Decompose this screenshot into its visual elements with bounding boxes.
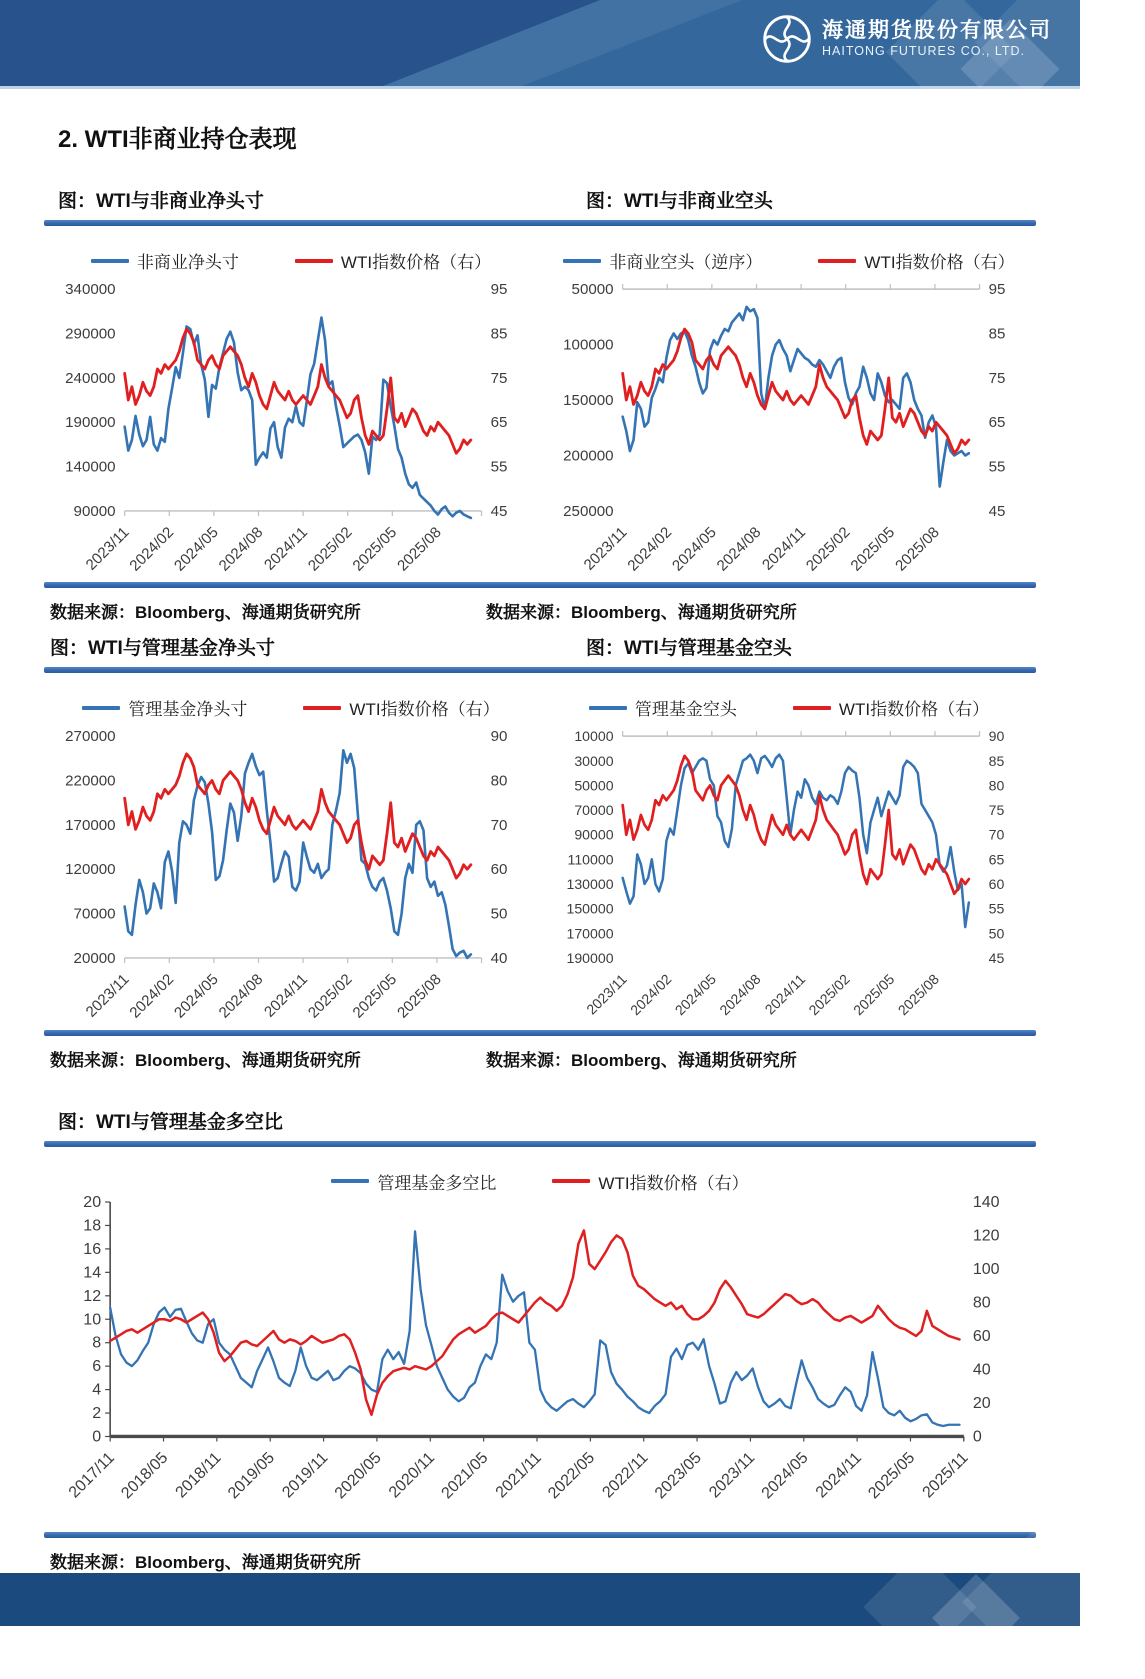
svg-text:50000: 50000 <box>574 777 614 794</box>
svg-text:2024/11: 2024/11 <box>261 523 311 574</box>
chart-shorts-noncommercial <box>542 226 1036 575</box>
svg-text:2025/08: 2025/08 <box>894 971 943 1019</box>
svg-text:2022/05: 2022/05 <box>544 1448 599 1503</box>
sources-row-3 <box>50 1548 1036 1573</box>
svg-text:2025/05: 2025/05 <box>349 971 401 1022</box>
svg-text:2024/11: 2024/11 <box>761 971 809 1018</box>
svg-text:2021/11: 2021/11 <box>492 1448 545 1502</box>
svg-text:2: 2 <box>92 1403 102 1422</box>
haitong-logo-icon <box>762 14 812 64</box>
svg-text:10000: 10000 <box>574 728 614 745</box>
data-source: 数据来源：Bloomberg、海通期货研究所 <box>50 1552 361 1572</box>
svg-text:70000: 70000 <box>73 906 116 924</box>
svg-text:110000: 110000 <box>567 851 614 868</box>
chart1-title: 图：WTI与非商业净头寸 <box>58 191 264 212</box>
svg-text:2017/11: 2017/11 <box>65 1448 118 1502</box>
svg-text:190000: 190000 <box>65 414 116 432</box>
charts-row-1 <box>44 226 1036 575</box>
chart5-canvas <box>44 1194 1036 1525</box>
legend-label: WTI指数价格（右） <box>340 253 492 272</box>
svg-text:75: 75 <box>988 369 1006 387</box>
svg-text:200000: 200000 <box>563 447 614 465</box>
svg-text:14: 14 <box>83 1263 102 1282</box>
legend-item <box>818 248 1014 273</box>
svg-text:90000: 90000 <box>574 827 614 844</box>
svg-text:2020/05: 2020/05 <box>331 1448 385 1503</box>
svg-text:240000: 240000 <box>65 369 116 387</box>
legend-item <box>295 248 491 273</box>
svg-text:130000: 130000 <box>566 876 614 893</box>
svg-text:30000: 30000 <box>574 753 614 770</box>
sources-row-2 <box>50 1046 1036 1071</box>
svg-text:50: 50 <box>988 925 1005 942</box>
charts-row-2 <box>44 673 1036 1022</box>
svg-text:250000: 250000 <box>563 502 614 520</box>
svg-text:290000: 290000 <box>65 325 116 343</box>
svg-text:16: 16 <box>83 1239 102 1258</box>
legend-label: WTI指数价格（右） <box>838 700 990 720</box>
svg-text:10: 10 <box>83 1310 102 1329</box>
legend-item <box>331 1169 496 1194</box>
svg-text:90000: 90000 <box>73 502 116 520</box>
svg-text:2024/05: 2024/05 <box>757 1448 812 1503</box>
svg-text:0: 0 <box>92 1427 102 1446</box>
legend-item <box>563 248 762 273</box>
svg-text:2023/11: 2023/11 <box>580 523 631 574</box>
svg-text:60: 60 <box>490 861 508 879</box>
svg-text:140000: 140000 <box>65 458 116 476</box>
data-source: 数据来源：Bloomberg、海通期货研究所 <box>50 603 361 623</box>
page-footer <box>0 1573 1080 1626</box>
sources-row-1 <box>50 598 1036 623</box>
svg-text:80: 80 <box>972 1293 991 1312</box>
divider-rule <box>44 1532 1036 1538</box>
svg-text:2025/02: 2025/02 <box>805 971 853 1019</box>
svg-text:2024/11: 2024/11 <box>261 971 311 1022</box>
legend-item <box>793 695 989 720</box>
chart3-title: 图：WTI与管理基金净头寸 <box>50 638 275 660</box>
svg-text:20: 20 <box>83 1192 102 1211</box>
svg-text:95: 95 <box>490 281 508 299</box>
svg-text:80: 80 <box>490 772 508 790</box>
svg-text:2024/02: 2024/02 <box>126 523 178 575</box>
chart5-title: 图：WTI与管理基金多空比 <box>58 1111 283 1133</box>
svg-text:2024/11: 2024/11 <box>812 1448 865 1502</box>
svg-text:190000: 190000 <box>566 950 614 967</box>
legend-item <box>589 695 737 720</box>
svg-text:70: 70 <box>988 827 1005 844</box>
legend-line-blue-icon <box>82 706 120 710</box>
chart-titles-row-1 <box>44 186 1036 213</box>
svg-text:2025/08: 2025/08 <box>394 523 445 575</box>
chart3-legend <box>44 695 538 720</box>
svg-text:2025/05: 2025/05 <box>850 971 898 1019</box>
svg-text:2025/02: 2025/02 <box>304 523 356 575</box>
svg-text:4: 4 <box>92 1380 102 1399</box>
svg-text:2025/08: 2025/08 <box>892 523 943 575</box>
legend-line-red-icon <box>303 706 341 710</box>
svg-text:2024/05: 2024/05 <box>171 971 222 1022</box>
legend-label: WTI指数价格（右） <box>598 1173 749 1193</box>
divider-rule <box>44 582 1036 588</box>
svg-text:55: 55 <box>988 901 1005 918</box>
svg-text:2025/02: 2025/02 <box>304 971 356 1022</box>
legend-line-red-icon <box>552 1179 590 1183</box>
svg-text:80: 80 <box>988 777 1005 794</box>
svg-text:90: 90 <box>988 728 1005 745</box>
chart-long-short-ratio <box>44 1147 1036 1525</box>
svg-text:45: 45 <box>988 502 1006 520</box>
svg-text:18: 18 <box>83 1216 102 1235</box>
legend-item <box>82 695 247 720</box>
legend-item <box>303 695 499 720</box>
svg-text:2024/05: 2024/05 <box>669 523 720 575</box>
company-name-en: HAITONG FUTURES CO., LTD. <box>822 43 1026 58</box>
chart2-canvas <box>542 273 1036 575</box>
svg-text:55: 55 <box>988 458 1006 476</box>
svg-text:2024/02: 2024/02 <box>627 971 675 1019</box>
legend-label: 管理基金空头 <box>634 700 737 720</box>
svg-text:2020/11: 2020/11 <box>385 1448 439 1502</box>
svg-text:75: 75 <box>988 802 1005 819</box>
svg-text:40: 40 <box>490 950 508 968</box>
svg-text:65: 65 <box>988 851 1005 868</box>
legend-label: WTI指数价格（右） <box>864 253 1015 272</box>
svg-text:85: 85 <box>490 325 508 343</box>
svg-text:45: 45 <box>988 950 1005 967</box>
svg-text:2025/05: 2025/05 <box>349 523 401 575</box>
svg-text:75: 75 <box>490 369 508 387</box>
svg-text:2024/08: 2024/08 <box>713 523 765 575</box>
svg-text:60: 60 <box>988 876 1005 893</box>
svg-text:55: 55 <box>490 458 508 476</box>
chart4-canvas <box>542 720 1036 1022</box>
brand <box>762 14 1052 64</box>
svg-text:120: 120 <box>972 1226 1000 1245</box>
svg-text:170000: 170000 <box>65 817 116 835</box>
legend-label: 管理基金净头寸 <box>128 700 248 720</box>
chart3-canvas <box>44 720 538 1022</box>
svg-text:2024/08: 2024/08 <box>215 523 267 575</box>
chart1-canvas <box>44 273 538 575</box>
svg-text:85: 85 <box>988 753 1005 770</box>
svg-text:90: 90 <box>490 728 508 746</box>
svg-text:2024/11: 2024/11 <box>759 523 809 574</box>
legend-label: WTI指数价格（右） <box>349 700 500 720</box>
svg-text:2019/05: 2019/05 <box>224 1448 279 1503</box>
legend-line-blue-icon <box>91 259 129 263</box>
svg-text:140: 140 <box>972 1192 1000 1211</box>
svg-text:2023/11: 2023/11 <box>705 1448 759 1502</box>
svg-text:70000: 70000 <box>574 802 614 819</box>
svg-text:2025/02: 2025/02 <box>802 523 854 575</box>
svg-text:2023/11: 2023/11 <box>583 971 630 1018</box>
svg-text:8: 8 <box>92 1333 102 1352</box>
svg-text:2024/05: 2024/05 <box>171 523 222 575</box>
svg-text:50: 50 <box>490 906 508 924</box>
svg-text:2022/11: 2022/11 <box>598 1448 652 1502</box>
chart-net-managed-money <box>44 673 538 1022</box>
legend-item <box>91 248 239 273</box>
svg-text:100000: 100000 <box>563 336 614 354</box>
legend-line-red-icon <box>295 259 333 263</box>
svg-text:2025/08: 2025/08 <box>394 971 445 1022</box>
svg-text:270000: 270000 <box>65 728 116 746</box>
chart4-title: 图：WTI与管理基金空头 <box>586 638 792 660</box>
svg-text:20000: 20000 <box>73 950 116 968</box>
data-source: 数据来源：Bloomberg、海通期货研究所 <box>486 603 797 623</box>
chart-net-noncommercial <box>44 226 538 575</box>
data-source: 数据来源：Bloomberg、海通期货研究所 <box>486 1050 797 1070</box>
svg-text:2018/05: 2018/05 <box>117 1448 172 1503</box>
svg-text:85: 85 <box>988 325 1006 343</box>
legend-line-blue-icon <box>331 1179 369 1183</box>
chart2-legend <box>542 248 1036 273</box>
svg-text:2023/11: 2023/11 <box>82 523 133 574</box>
svg-text:0: 0 <box>972 1427 982 1446</box>
svg-text:6: 6 <box>92 1357 102 1376</box>
company-name-cn: 海通期货股份有限公司 <box>822 19 1052 43</box>
svg-text:2023/05: 2023/05 <box>651 1448 705 1503</box>
chart5-legend <box>44 1169 1036 1194</box>
svg-text:2023/11: 2023/11 <box>82 971 133 1022</box>
legend-label: 非商业空头（逆序） <box>609 253 763 272</box>
svg-text:40: 40 <box>972 1360 991 1379</box>
legend-line-blue-icon <box>563 259 601 263</box>
svg-text:20: 20 <box>972 1393 991 1412</box>
legend-line-red-icon <box>793 706 831 710</box>
chart2-title: 图：WTI与非商业空头 <box>586 191 773 212</box>
svg-text:2024/08: 2024/08 <box>215 971 267 1022</box>
svg-text:2024/08: 2024/08 <box>716 971 764 1019</box>
legend-item <box>552 1169 748 1194</box>
svg-text:150000: 150000 <box>563 392 614 410</box>
legend-line-red-icon <box>818 259 856 263</box>
svg-text:150000: 150000 <box>566 901 614 918</box>
svg-text:2024/02: 2024/02 <box>624 523 676 575</box>
svg-text:220000: 220000 <box>65 772 116 790</box>
svg-text:70: 70 <box>490 817 508 835</box>
divider-rule <box>44 1030 1036 1036</box>
svg-text:2018/11: 2018/11 <box>171 1448 225 1502</box>
svg-text:2019/11: 2019/11 <box>278 1448 332 1502</box>
legend-label: 非商业净头寸 <box>136 253 239 272</box>
chart-title-row-3 <box>44 1107 1036 1134</box>
section-title: 2. WTI非商业持仓表现 <box>58 126 297 153</box>
legend-label: 管理基金多空比 <box>377 1173 497 1193</box>
svg-text:95: 95 <box>988 281 1006 299</box>
svg-text:170000: 170000 <box>566 925 614 942</box>
svg-text:2025/05: 2025/05 <box>864 1448 919 1503</box>
chart1-legend <box>44 248 538 273</box>
svg-text:340000: 340000 <box>65 281 116 299</box>
data-source: 数据来源：Bloomberg、海通期货研究所 <box>50 1050 361 1070</box>
svg-text:120000: 120000 <box>65 861 116 879</box>
svg-text:2021/05: 2021/05 <box>437 1448 492 1503</box>
svg-text:2024/05: 2024/05 <box>671 971 720 1019</box>
legend-line-blue-icon <box>589 706 627 710</box>
content <box>0 89 1080 1573</box>
svg-text:60: 60 <box>972 1326 991 1345</box>
svg-text:12: 12 <box>83 1286 102 1305</box>
brand-text <box>822 19 1052 58</box>
page-header <box>0 0 1080 89</box>
svg-text:65: 65 <box>490 414 508 432</box>
svg-text:2025/11: 2025/11 <box>918 1448 972 1502</box>
chart-titles-row-2 <box>44 633 1036 660</box>
chart-shorts-managed-money <box>542 673 1036 1022</box>
svg-text:45: 45 <box>490 502 508 520</box>
chart4-legend <box>542 695 1036 720</box>
svg-text:65: 65 <box>988 414 1006 432</box>
svg-text:2024/02: 2024/02 <box>126 971 178 1022</box>
svg-text:2025/05: 2025/05 <box>847 523 899 575</box>
svg-text:50000: 50000 <box>571 281 614 299</box>
svg-text:100: 100 <box>972 1259 1000 1278</box>
